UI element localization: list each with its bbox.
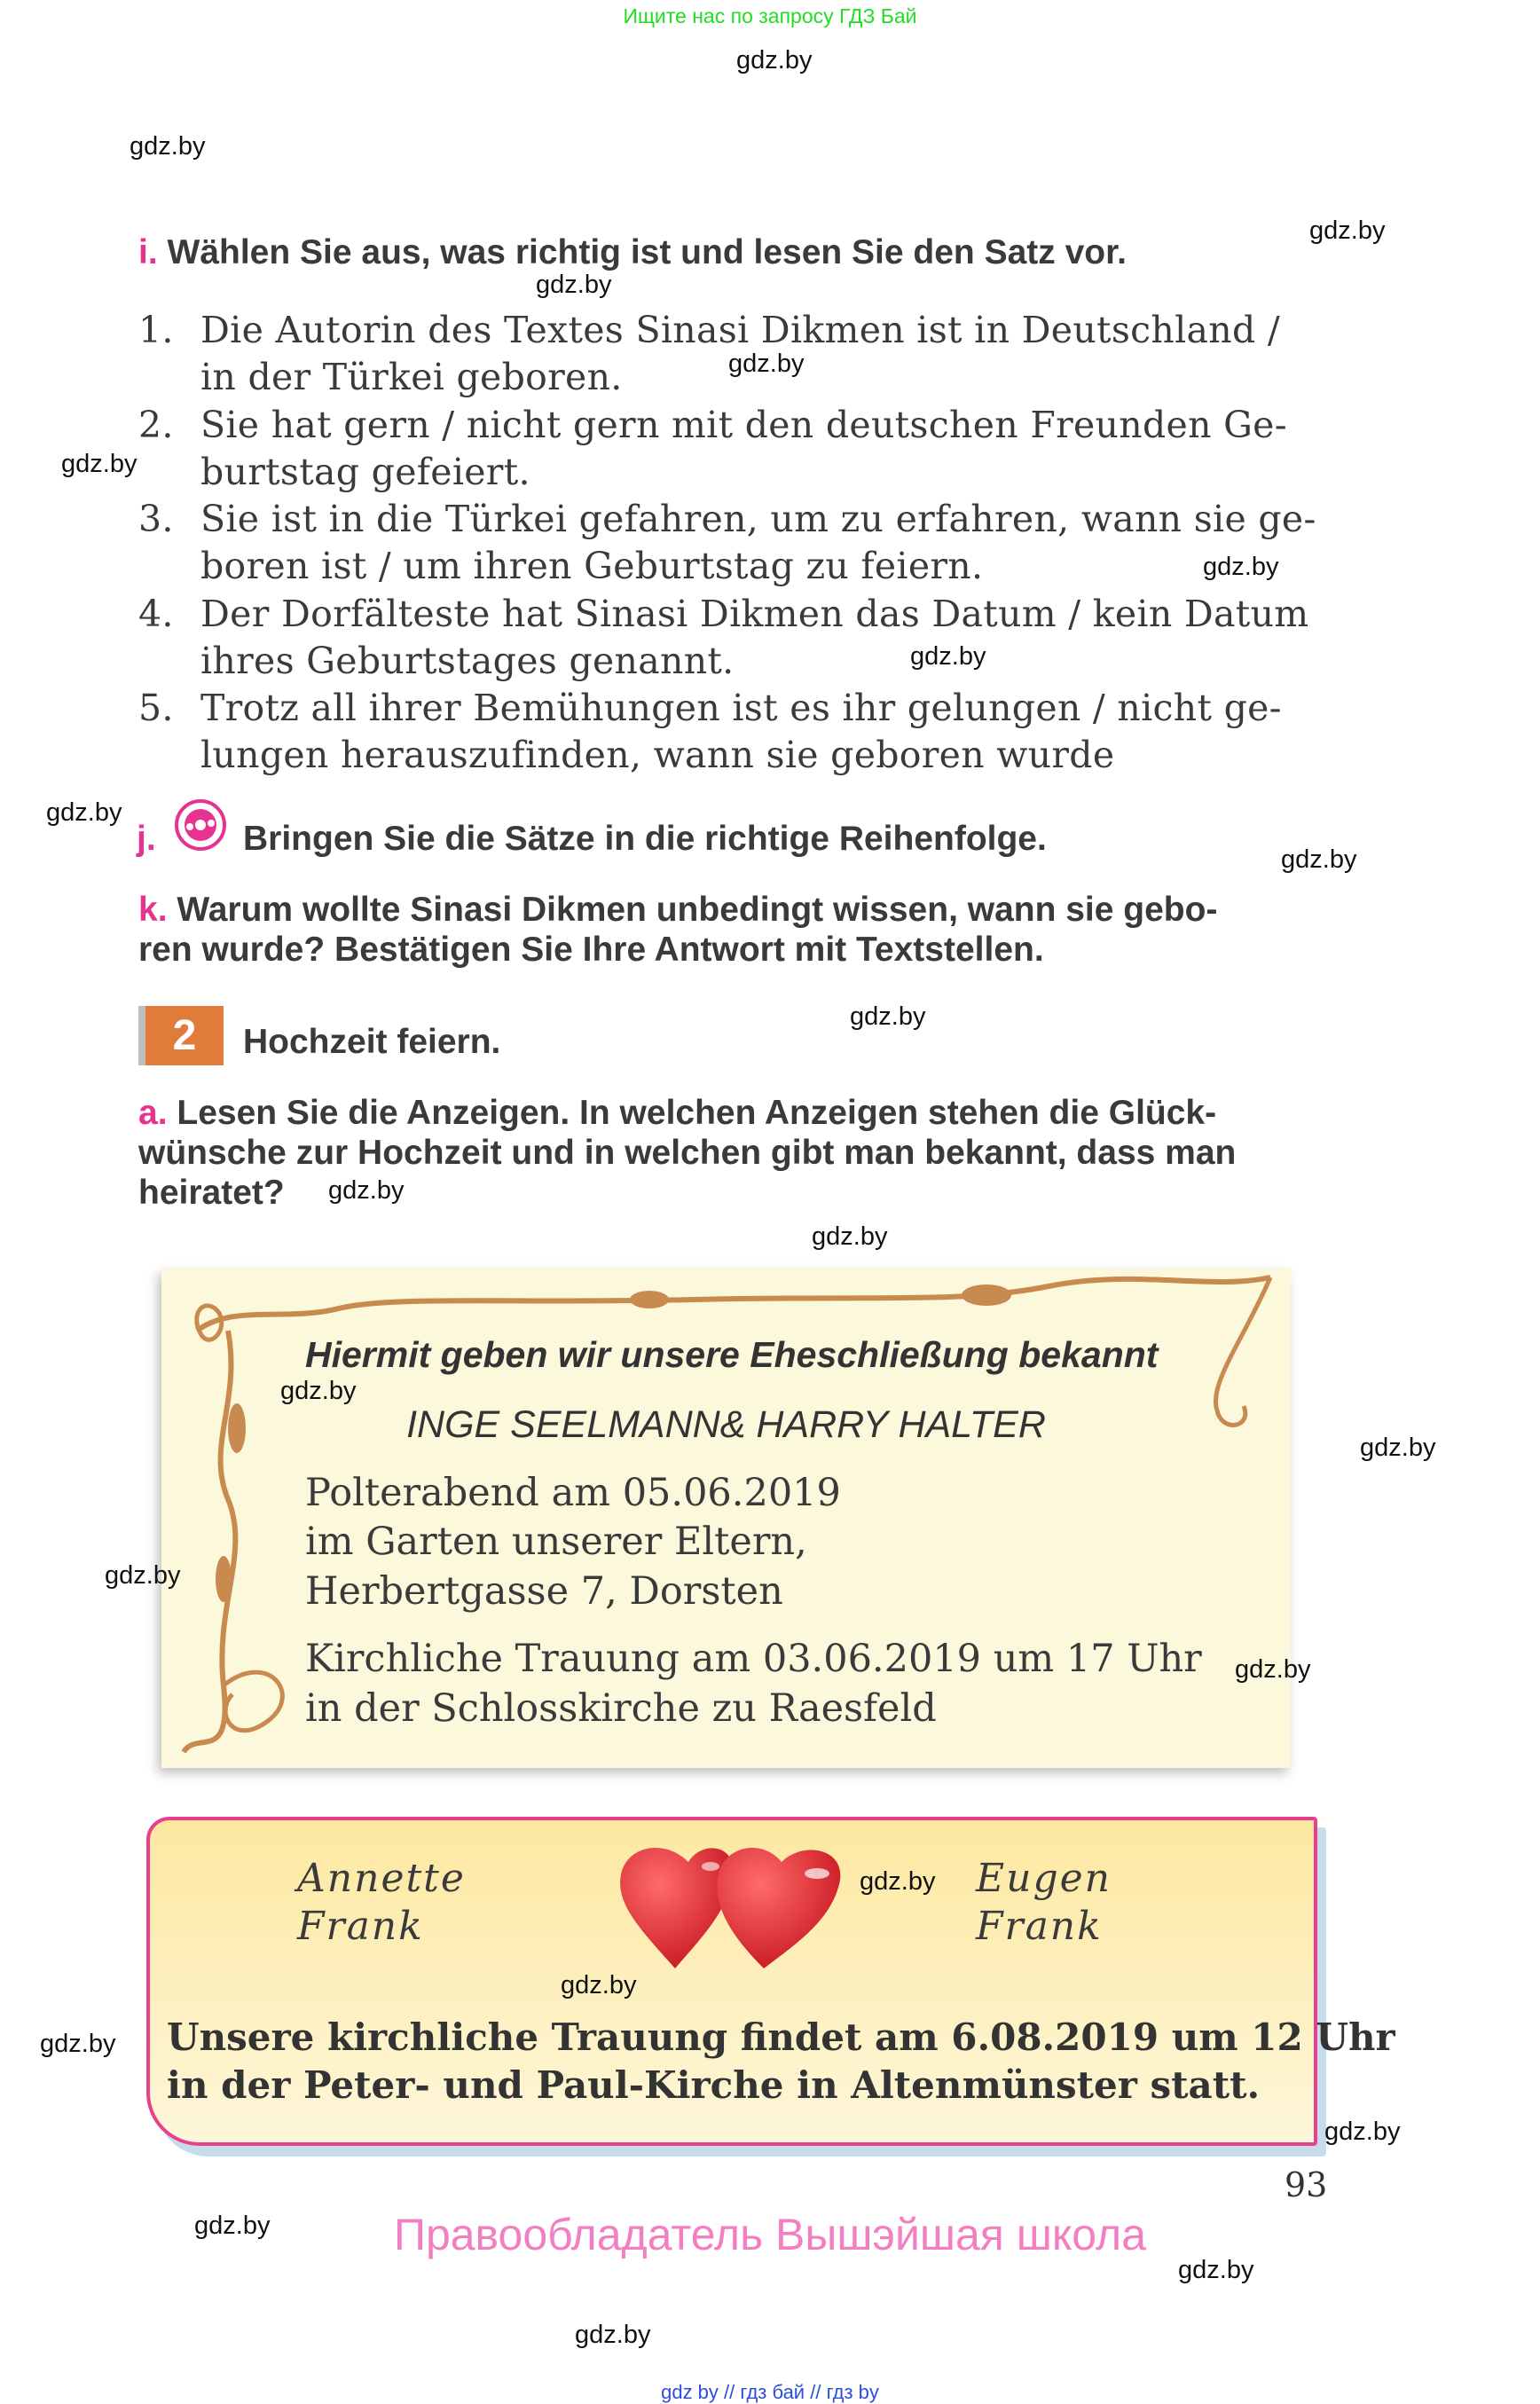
- exercise-k-text: Warum wollte Sinasi Dikmen unbedingt wissen, wann sie gebo-: [177, 891, 1218, 929]
- exercise-i-heading: [138, 232, 1127, 273]
- task-number-badge: 2: [138, 1006, 224, 1065]
- list-item-line: in der Türkei geboren.: [200, 356, 623, 398]
- watermark: gdz.by: [105, 1561, 181, 1590]
- exercise-k-line: [138, 890, 1217, 931]
- groom-name: Eugen: [976, 1856, 1112, 1901]
- watermark: gdz.by: [910, 642, 986, 671]
- watermark: gdz.by: [561, 1971, 637, 1999]
- watermark: gdz.by: [736, 46, 813, 75]
- exercise-a-text: Lesen Sie die Anzeigen. In welchen Anzeigen stehen die Glück-: [177, 1094, 1217, 1132]
- list-item-line: ihres Geburtstages genannt.: [200, 640, 735, 682]
- watermark: gdz.by: [536, 271, 612, 299]
- task-title: Hochzeit feiern.: [243, 1023, 501, 1061]
- list-item-line: Der Dorfälteste hat Sinasi Dikmen das Datum / kein Datum: [200, 593, 1309, 635]
- exercise-a-line: heiratet?: [138, 1174, 285, 1212]
- watermark: gdz.by: [575, 2321, 651, 2349]
- watermark: gdz.by: [1178, 2256, 1254, 2284]
- link-separator: //: [810, 2381, 821, 2403]
- ad-text-line: in der Peter- und Paul-Kirche in Altenmünster statt.: [167, 2063, 1261, 2107]
- footer-link[interactable]: гдз by: [826, 2381, 879, 2403]
- footer-link[interactable]: gdz by: [661, 2381, 719, 2403]
- watermark: gdz.by: [1203, 553, 1279, 581]
- list-number: 1.: [138, 309, 174, 351]
- ad-text-line: Herbertgasse 7, Dorsten: [305, 1569, 783, 1614]
- list-number: 5.: [138, 687, 174, 729]
- bride-surname: Frank: [297, 1904, 424, 1949]
- list-number: 3.: [138, 498, 174, 540]
- watermark: gdz.by: [40, 2030, 116, 2058]
- watermark: gdz.by: [194, 2212, 271, 2240]
- groom-surname: Frank: [976, 1904, 1103, 1949]
- page-number: 93: [1285, 2165, 1328, 2204]
- wedding-announcement-card: [161, 1269, 1311, 1768]
- exercise-letter: i.: [138, 233, 158, 271]
- watermark: gdz.by: [1360, 1434, 1436, 1462]
- exercise-letter: k.: [138, 891, 168, 929]
- footer-links: [0, 2381, 1540, 2404]
- watermark: gdz.by: [1324, 2117, 1401, 2146]
- watermark: gdz.by: [850, 1002, 926, 1031]
- list-item-line: burtstag gefeiert.: [200, 451, 530, 493]
- list-item-line: Die Autorin des Textes Sinasi Dikmen ist in Deutschland /: [200, 309, 1280, 351]
- search-hint: Ищите нас по запросу ГДЗ Бай: [623, 4, 917, 27]
- exercise-a-line: wünsche zur Hochzeit und in welchen gibt man bekannt, dass man: [138, 1134, 1237, 1172]
- wedding-invitation-card: [146, 1817, 1395, 2146]
- watermark: gdz.by: [812, 1222, 888, 1251]
- list-item-line: boren ist / um ihren Geburtstag zu feiern.: [200, 545, 984, 587]
- list-item-line: lungen herauszufinden, wann sie geboren wurde: [200, 734, 1115, 776]
- exercise-j-title: Bringen Sie die Sätze in die richtige Reihenfolge.: [243, 820, 1047, 858]
- list-number: 2.: [138, 404, 174, 446]
- list-item-line: Trotz all ihrer Bemühungen ist es ihr gelungen / nicht ge-: [200, 687, 1282, 729]
- copyright-notice: Правообладатель Вышэйшая школа: [394, 2210, 1146, 2259]
- watermark: gdz.by: [328, 1176, 405, 1205]
- list-item-line: Sie hat gern / nicht gern mit den deutschen Freunden Ge-: [200, 404, 1287, 446]
- ad-headline: Hiermit geben wir unsere Eheschließung bekannt: [305, 1334, 1159, 1375]
- exercise-letter: a.: [138, 1094, 168, 1132]
- bride-name: Annette: [297, 1856, 466, 1901]
- watermark: gdz.by: [1281, 845, 1357, 874]
- link-separator: //: [724, 2381, 735, 2403]
- watermark: gdz.by: [1309, 216, 1386, 245]
- audio-cd-icon: [174, 798, 227, 852]
- exercise-title: Wählen Sie aus, was richtig ist und lesen Sie den Satz vor.: [167, 233, 1127, 271]
- ad-text-line: Kirchliche Trauung am 03.06.2019 um 17 Uhr: [305, 1637, 1202, 1681]
- list-item-line: Sie ist in die Türkei gefahren, um zu erfahren, wann sie ge-: [200, 498, 1316, 540]
- watermark: gdz.by: [46, 798, 122, 827]
- exercise-a-line: [138, 1093, 1216, 1134]
- footer-link[interactable]: гдз бай: [740, 2381, 805, 2403]
- ad-text-line: Unsere kirchliche Trauung findet am 6.08.2019 um 12 Uhr: [167, 2015, 1395, 2059]
- ad-text-line: in der Schlosskirche zu Raesfeld: [305, 1686, 937, 1731]
- watermark: gdz.by: [130, 132, 206, 161]
- hearts-icon: [613, 1840, 861, 1973]
- watermark: gdz.by: [728, 350, 805, 378]
- ad-text-line: im Garten unserer Eltern,: [305, 1520, 807, 1564]
- watermark: gdz.by: [1235, 1655, 1311, 1684]
- watermark: gdz.by: [61, 450, 138, 478]
- watermark: gdz.by: [860, 1867, 936, 1896]
- ad-text-line: Polterabend am 05.06.2019: [305, 1471, 841, 1515]
- couple-names: INGE SEELMANN& HARRY HALTER: [406, 1403, 1046, 1446]
- exercise-letter: j.: [137, 820, 156, 858]
- list-number: 4.: [138, 593, 174, 635]
- exercise-k-line: ren wurde? Bestätigen Sie Ihre Antwort mit Textstellen.: [138, 931, 1044, 969]
- watermark: gdz.by: [280, 1377, 357, 1405]
